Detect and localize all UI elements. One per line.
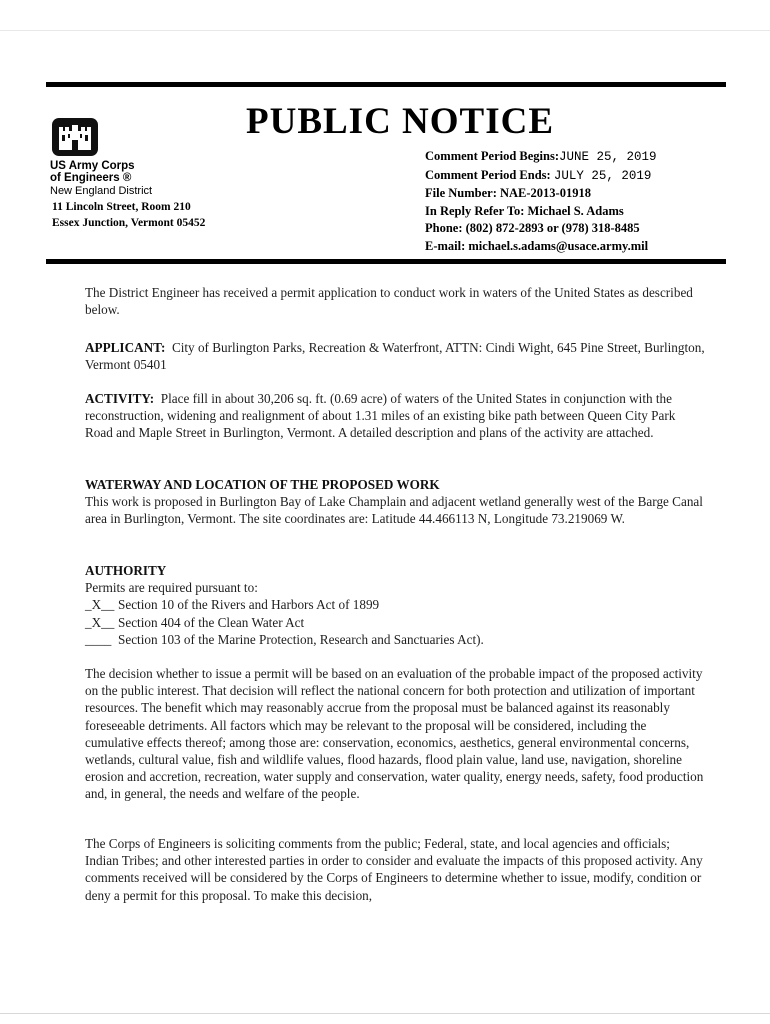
authority-item-mark: _X__	[85, 597, 115, 613]
authority-item	[85, 596, 705, 613]
activity-label: ACTIVITY:	[85, 391, 155, 406]
notice-body	[85, 284, 705, 318]
authority-item-text: Section 103 of the Marine Protection, Research and Sanctuaries Act).	[118, 631, 484, 647]
decision-paragraph: The decision whether to issue a permit will be based on an evaluation of the probable impact of the proposed activity on the public interest. That decision will reflect the national concern for both protection and utilization of important resources. The benefit which may reasonably accrue from the proposal must be balanced against its reasonably foreseeable detriments. All factors which may be relevant to the proposal will be considered, including the cumulative effects thereof; among those are: conservation, economics, aesthetics, general environmental concerns, wetlands, cultural value, fish and wildlife values, flood hazards, flood plain value, land use, navigation, shoreline erosion and accretion, recreation, water supply and conservation, water quality, energy needs, safety, food production and, in general, the needs and welfare of the people.	[85, 666, 704, 802]
comment-ends-value: JULY 25, 2019	[553, 168, 652, 183]
page-title: PUBLIC NOTICE	[246, 101, 555, 142]
comment-begins-row	[425, 148, 657, 167]
decision-section	[85, 665, 705, 803]
header-rule-bottom	[46, 259, 726, 264]
authority-item-mark: _X__	[85, 614, 115, 630]
address-line2: Essex Junction, Vermont 05452	[52, 217, 206, 229]
agency-name-line2: of Engineers ®	[50, 172, 132, 184]
intro-paragraph: The District Engineer has received a permit application to conduct work in waters of the United States as described below.	[85, 285, 693, 318]
activity-paragraph	[85, 390, 705, 442]
authority-item	[85, 614, 705, 631]
soliciting-paragraph: The Corps of Engineers is soliciting comments from the public; Federal, state, and local agencies and officials; Indian Tribes; and other interested parties in order to consider and evaluate the impacts of this proposed activity. Any comments received will be considered by the Corps of Engineers to determine whether to issue, modify, condition or deny a permit for this proposal. To make this decision,	[85, 836, 703, 903]
soliciting-section	[85, 835, 705, 904]
phone: Phone: (802) 872-2893 or (978) 318-8485	[425, 221, 640, 235]
scan-artifact-line	[0, 30, 770, 31]
waterway-section	[85, 476, 705, 528]
authority-item-text: Section 404 of the Clean Water Act	[118, 614, 305, 630]
waterway-heading: WATERWAY AND LOCATION OF THE PROPOSED WORK	[85, 477, 440, 492]
file-number: File Number: NAE-2013-01918	[425, 186, 591, 200]
notice-metadata	[425, 148, 657, 255]
reply-to: In Reply Refer To: Michael S. Adams	[425, 203, 624, 218]
corps-castle-logo-icon	[52, 118, 98, 156]
applicant-section	[85, 339, 705, 373]
authority-intro: Permits are required pursuant to:	[85, 580, 258, 596]
authority-section	[85, 562, 705, 648]
district-address	[52, 199, 205, 231]
comment-begins-value: JUNE 25, 2019	[559, 150, 657, 164]
applicant-paragraph	[85, 339, 705, 373]
email: E-mail: michael.s.adams@usace.army.mil	[425, 238, 649, 253]
waterway-text: This work is proposed in Burlington Bay of Lake Champlain and adjacent wetland generally west of the Barge Canal area in Burlington, Vermont. The site coordinates are: Latitude 44.466113 N, Longitude 73.219069 W.	[85, 494, 703, 527]
activity-section	[85, 390, 705, 442]
applicant-label: APPLICANT:	[85, 340, 166, 355]
district-name: New England District	[50, 185, 153, 197]
applicant-text: City of Burlington Parks, Recreation & Waterfront, ATTN: Cindi Wight, 645 Pine Street, Burlington, Vermont 05401	[85, 340, 705, 373]
address-line1: 11 Lincoln Street, Room 210	[52, 201, 191, 213]
authority-item	[85, 631, 705, 648]
authority-heading: AUTHORITY	[85, 563, 167, 578]
comment-begins-label: Comment Period Begins:	[425, 149, 560, 163]
agency-name-line1: US Army Corps	[50, 160, 135, 172]
authority-item-text: Section 10 of the Rivers and Harbors Act of 1899	[118, 597, 380, 613]
authority-item-mark: ____	[85, 631, 112, 647]
scan-artifact-line-bottom	[0, 1013, 770, 1014]
agency-name	[50, 160, 152, 198]
header-rule-top	[46, 82, 726, 87]
comment-ends-label: Comment Period Ends:	[425, 167, 551, 182]
comment-ends-row	[425, 167, 657, 186]
activity-text: Place fill in about 30,206 sq. ft. (0.69 acre) of waters of the United States in conjunction with the reconstruction, widening and realignment of about 1.31 miles of an existing bike path between Queen City Park Road and Maple Street in Burlington, Vermont. A detailed description and plans of the activity are attached.	[85, 391, 676, 441]
